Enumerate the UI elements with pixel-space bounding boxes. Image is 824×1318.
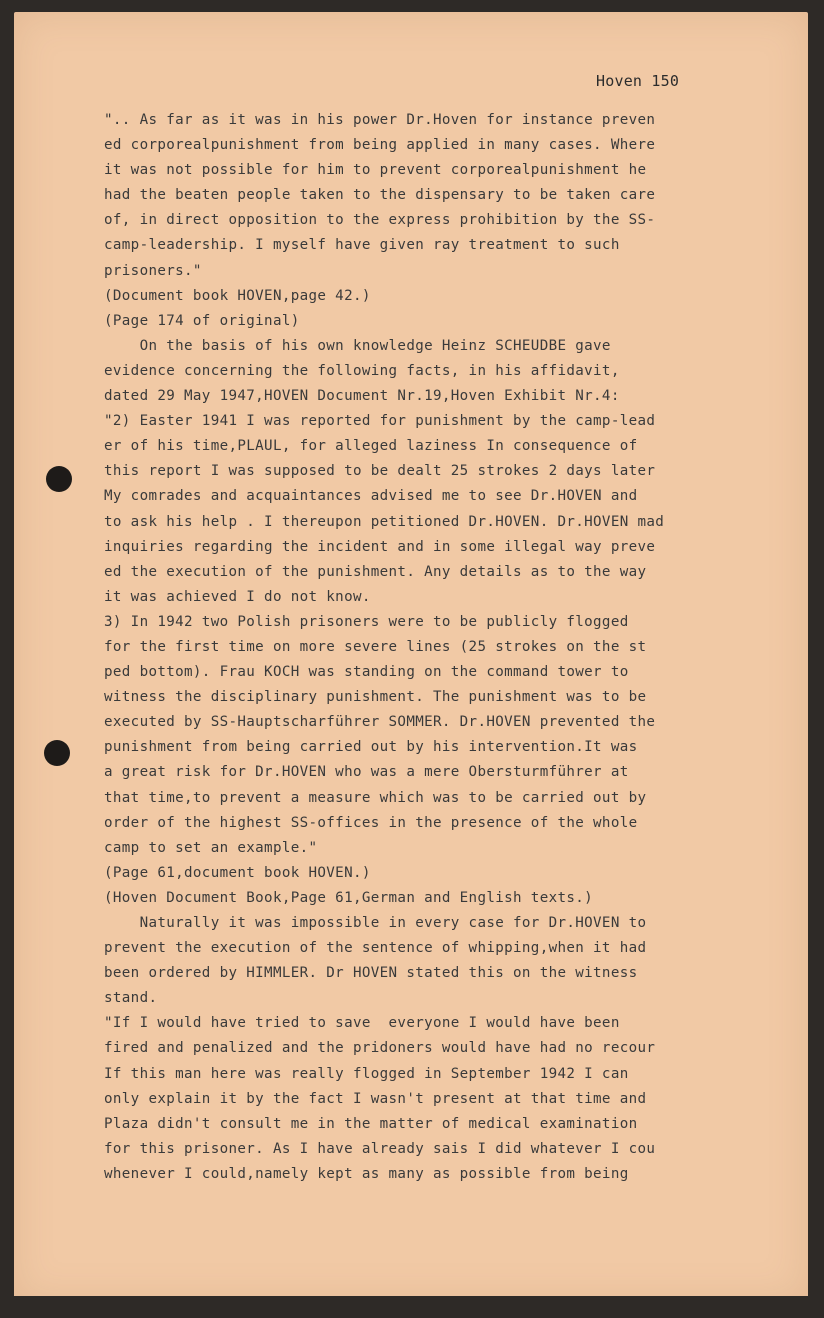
text-line: Naturally it was impossible in every case for Dr.HOVEN to bbox=[104, 915, 647, 931]
text-line: this report I was supposed to be dealt 25 strokes 2 days later bbox=[104, 463, 656, 480]
text-line: order of the highest SS-offices in the presence of the whole bbox=[104, 814, 638, 831]
text-line: prisoners." bbox=[104, 262, 202, 279]
text-line: witness the disciplinary punishment. The punishment was to be bbox=[104, 689, 647, 706]
text-line: My comrades and acquaintances advised me to see Dr.HOVEN and bbox=[104, 488, 638, 505]
text-line: ed corporealpunishment from being applied in many cases. Where bbox=[104, 137, 656, 154]
text-line: to ask his help . I thereupon petitioned Dr.HOVEN. Dr.HOVEN mad bbox=[104, 513, 665, 530]
text-line: "If I would have tried to save everyone I would have been bbox=[104, 1015, 620, 1032]
punch-hole bbox=[46, 466, 72, 492]
text-line: had the beaten people taken to the dispensary to be taken care bbox=[104, 187, 656, 204]
text-line: prevent the execution of the sentence of whipping,when it had bbox=[104, 940, 647, 957]
text-line: "2) Easter 1941 I was reported for punishment by the camp-lead bbox=[104, 413, 656, 430]
text-line: (Hoven Document Book,Page 61,German and English texts.) bbox=[104, 889, 594, 906]
text-line: that time,to prevent a measure which was to be carried out by bbox=[104, 789, 647, 806]
text-line: ed the execution of the punishment. Any details as to the way bbox=[104, 563, 647, 580]
text-line: for the first time on more severe lines (25 strokes on the st bbox=[104, 638, 647, 655]
page-label: Hoven 150 bbox=[596, 72, 680, 90]
text-line: it was not possible for him to prevent corporealpunishment he bbox=[104, 162, 647, 179]
text-line: evidence concerning the following facts, in his affidavit, bbox=[104, 362, 620, 379]
text-line: been ordered by HIMMLER. Dr HOVEN stated this on the witness bbox=[104, 965, 638, 982]
document-body bbox=[104, 108, 744, 1187]
text-line: inquiries regarding the incident and in some illegal way preve bbox=[104, 538, 656, 555]
text-line: punishment from being carried out by his intervention.It was bbox=[104, 739, 638, 756]
text-line: er of his time,PLAUL, for alleged laziness In consequence of bbox=[104, 438, 638, 455]
text-line: camp to set an example." bbox=[104, 839, 318, 856]
text-line: fired and penalized and the pridoners would have had no recour bbox=[104, 1040, 656, 1057]
text-line: On the basis of his own knowledge Heinz SCHEUDBE gave bbox=[104, 337, 611, 354]
text-line: camp-leadership. I myself have given ray treatment to such bbox=[104, 237, 620, 254]
text-line: 3) In 1942 two Polish prisoners were to be publicly flogged bbox=[104, 613, 629, 630]
text-line: Plaza didn't consult me in the matter of medical examination bbox=[104, 1115, 638, 1132]
text-line: If this man here was really flogged in September 1942 I can bbox=[104, 1065, 629, 1082]
text-line: dated 29 May 1947,HOVEN Document Nr.19,Hoven Exhibit Nr.4: bbox=[104, 388, 620, 405]
punch-hole bbox=[44, 740, 70, 766]
text-line: of, in direct opposition to the express prohibition by the SS- bbox=[104, 212, 656, 229]
text-line: ".. As far as it was in his power Dr.Hoven for instance preven bbox=[104, 112, 656, 128]
text-line: a great risk for Dr.HOVEN who was a mere Obersturmführer at bbox=[104, 764, 629, 781]
text-line: executed by SS-Hauptscharführer SOMMER. Dr.HOVEN prevented the bbox=[104, 714, 656, 731]
text-line: whenever I could,namely kept as many as possible from being bbox=[104, 1165, 629, 1182]
text-line: for this prisoner. As I have already sais I did whatever I cou bbox=[104, 1140, 656, 1157]
scan-background bbox=[0, 1296, 824, 1318]
text-line: (Document book HOVEN,page 42.) bbox=[104, 287, 371, 304]
text-line: only explain it by the fact I wasn't present at that time and bbox=[104, 1090, 647, 1107]
text-line: (Page 61,document book HOVEN.) bbox=[104, 864, 371, 881]
text-line: stand. bbox=[104, 990, 158, 1007]
text-line: it was achieved I do not know. bbox=[104, 588, 371, 605]
text-line: (Page 174 of original) bbox=[104, 312, 300, 329]
text-line: ped bottom). Frau KOCH was standing on the command tower to bbox=[104, 664, 629, 681]
